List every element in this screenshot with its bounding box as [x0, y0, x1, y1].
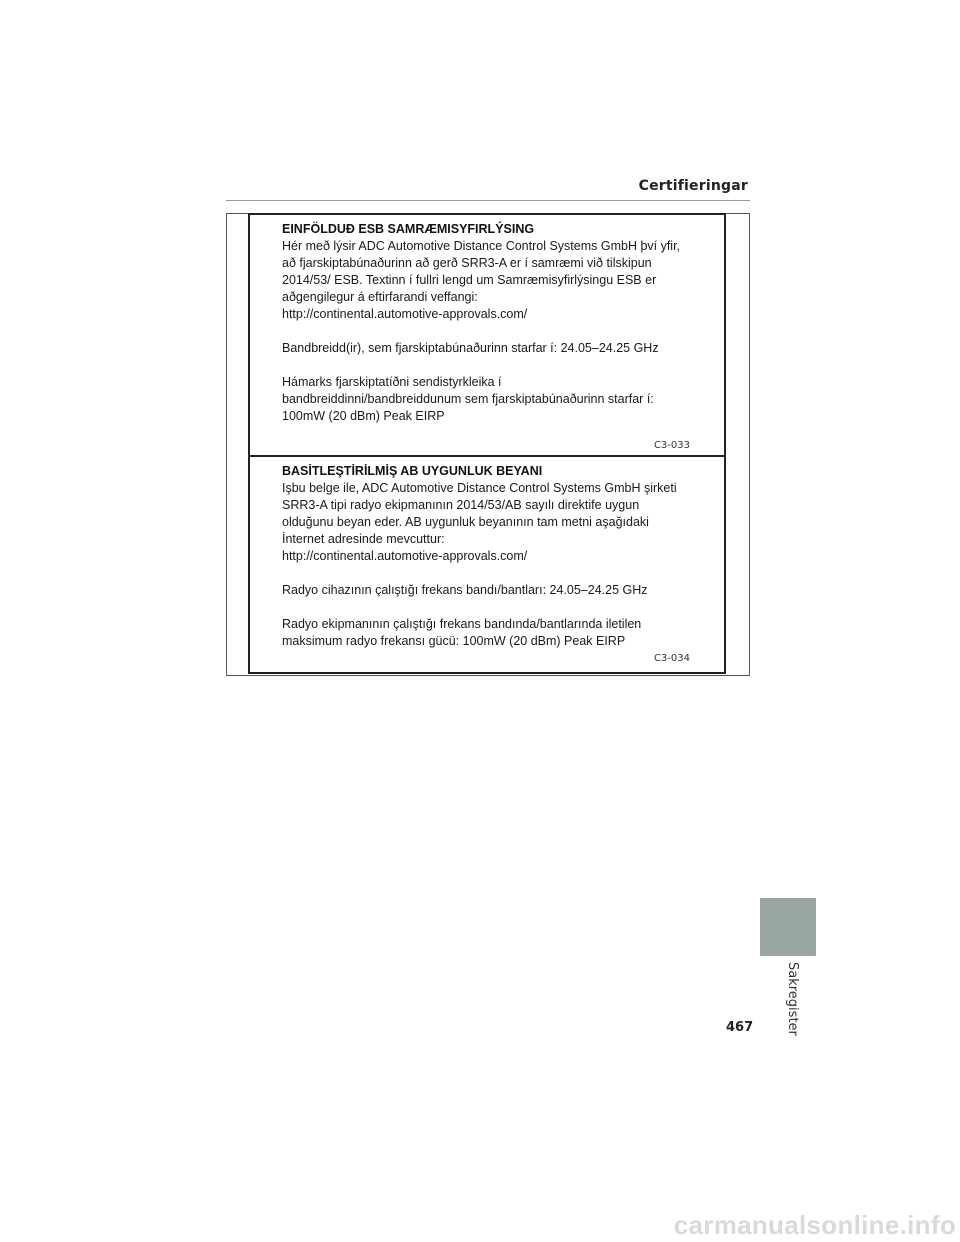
- chapter-tab-label: Sakregister: [785, 962, 800, 1036]
- section-line: aðgengilegur á eftirfarandi veffangi:: [282, 290, 478, 304]
- section-code: C3-034: [653, 653, 690, 664]
- spacer: [282, 357, 714, 374]
- section-url: http://continental.automotive-approvals.com/: [282, 549, 528, 563]
- section-line: olduğunu beyan eder. AB uygunluk beyanının tam metni aşağıdaki: [282, 515, 649, 529]
- section-line: Radyo cihazının çalıştığı frekans bandı/bantları: 24.05–24.25 GHz: [282, 583, 648, 597]
- section-url: http://continental.automotive-approvals.com/: [282, 307, 528, 321]
- section-title: BASİTLEŞTİRİLMİŞ AB UYGUNLUK BEYANI: [282, 464, 543, 478]
- chapter-tab[interactable]: [760, 898, 816, 956]
- section-line: İnternet adresinde mevcuttur:: [282, 532, 445, 546]
- section-line: 2014/53/ ESB. Textinn í fullri lengd um Samræmisyfirlýsingu ESB er: [282, 273, 657, 287]
- spacer: [282, 323, 714, 340]
- section-line: Hámarks fjarskiptatíðni sendistyrkleika í: [282, 375, 502, 389]
- section-line: Radyo ekipmanının çalıştığı frekans bandında/bantlarında iletilen: [282, 617, 642, 631]
- spacer: [282, 599, 714, 616]
- declaration-section-turkish: [250, 457, 724, 672]
- spacer: [282, 565, 714, 582]
- section-line: Hér með lýsir ADC Automotive Distance Control Systems GmbH því yfir,: [282, 239, 681, 253]
- section-code: C3-033: [653, 440, 690, 451]
- section-line: Bandbreidd(ir), sem fjarskiptabúnaðurinn starfar í: 24.05–24.25 GHz: [282, 341, 659, 355]
- page-number: 467: [726, 1020, 754, 1035]
- declaration-section-icelandic: [250, 215, 724, 457]
- declaration-box: [248, 213, 726, 674]
- section-line: maksimum radyo frekansı gücü: 100mW (20 dBm) Peak EIRP: [282, 634, 626, 648]
- watermark-text: carmanualsonline.info: [673, 1210, 956, 1240]
- section-line: að fjarskiptabúnaðurinn að gerð SRR3-A er í samræmi við tilskipun: [282, 256, 652, 270]
- section-line: 100mW (20 dBm) Peak EIRP: [282, 409, 445, 423]
- page-header-title: Certifieringar: [638, 178, 748, 194]
- section-line: bandbreiddinni/bandbreiddunum sem fjarskiptabúnaðurinn starfar í:: [282, 392, 654, 406]
- section-title: EINFÖLDUÐ ESB SAMRÆMISYFIRLÝSING: [282, 222, 535, 236]
- header-rule: [226, 200, 750, 201]
- section-line: Işbu belge ile, ADC Automotive Distance Control Systems GmbH şirketi: [282, 481, 677, 495]
- section-line: SRR3-A tipi radyo ekipmanının 2014/53/AB sayılı direktife uygun: [282, 498, 640, 512]
